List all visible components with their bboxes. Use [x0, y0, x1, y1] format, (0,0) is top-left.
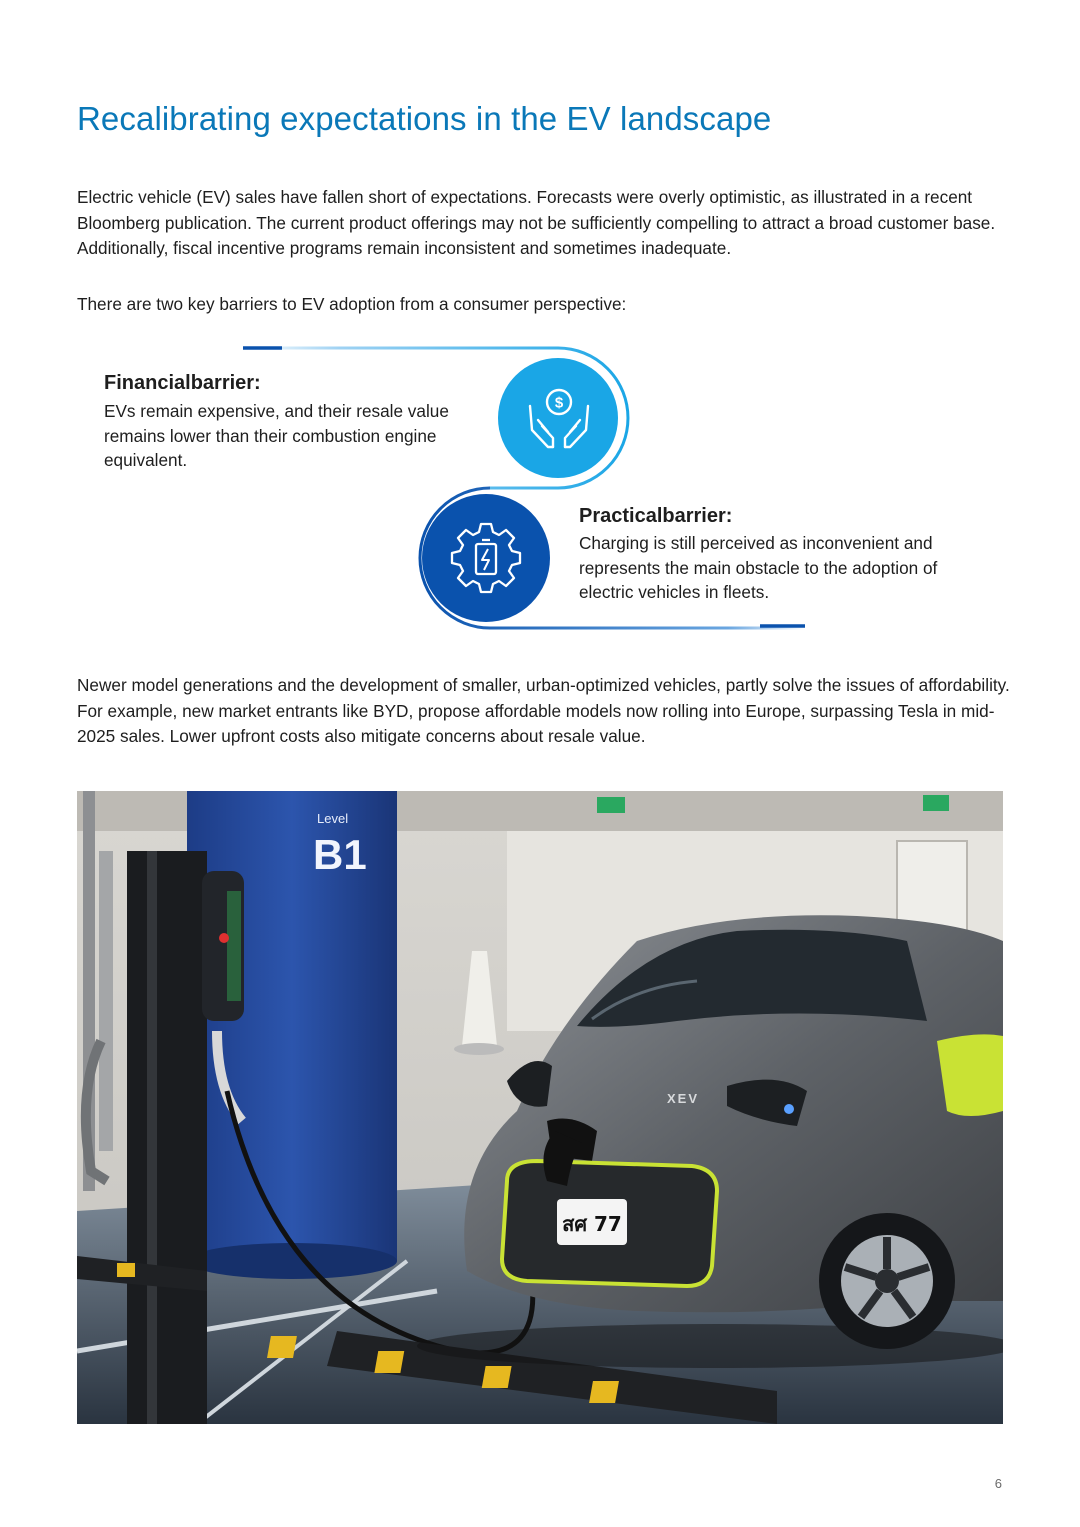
page-title: Recalibrating expectations in the EV landscape — [77, 100, 772, 137]
page-number: 6 — [994, 1476, 1002, 1491]
intro-paragraph: Electric vehicle (EV) sales have fallen short of expectations. Forecasts were overly optimistic, as illustrated in a recent Bloomberg publication. The current product offerings may not be sufficiently compelling to attract a broad customer base. Additionally, fiscal incentive programs remain inconsistent and sometimes inadequate. — [77, 187, 996, 258]
license-plate: สศ 77 — [562, 1212, 622, 1236]
financial-barrier-title: Financialbarrier: — [104, 372, 261, 394]
level-label: Level — [317, 811, 349, 826]
svg-text:$: $ — [554, 394, 564, 412]
closing-paragraph: Newer model generations and the development of smaller, urban-optimized vehicles, partly solve the issues of affordability. For example, new market entrants like BYD, propose affordable models now rolling into Europe, surpassing Tesla in mid-2025 sales. Lower upfront costs also mitigate concerns about resale value. — [77, 675, 1010, 746]
financial-barrier-text: EVs remain expensive, and their resale value remains lower than their combustion engine equivalent. — [104, 401, 449, 470]
practical-barrier-title: Practicalbarrier: — [579, 505, 733, 527]
ev-charging-photo — [77, 791, 1003, 1424]
practical-barrier-text: Charging is still perceived as inconvenient and represents the main obstacle to the adoption of electric vehicles in fleets. — [579, 533, 938, 602]
barriers-intro: There are two key barriers to EV adoption from a consumer perspective: — [77, 294, 627, 314]
car-badge: XEV — [667, 1091, 700, 1106]
practical-badge — [422, 494, 550, 622]
financial-badge — [498, 358, 618, 478]
level-code: B1 — [313, 831, 367, 878]
